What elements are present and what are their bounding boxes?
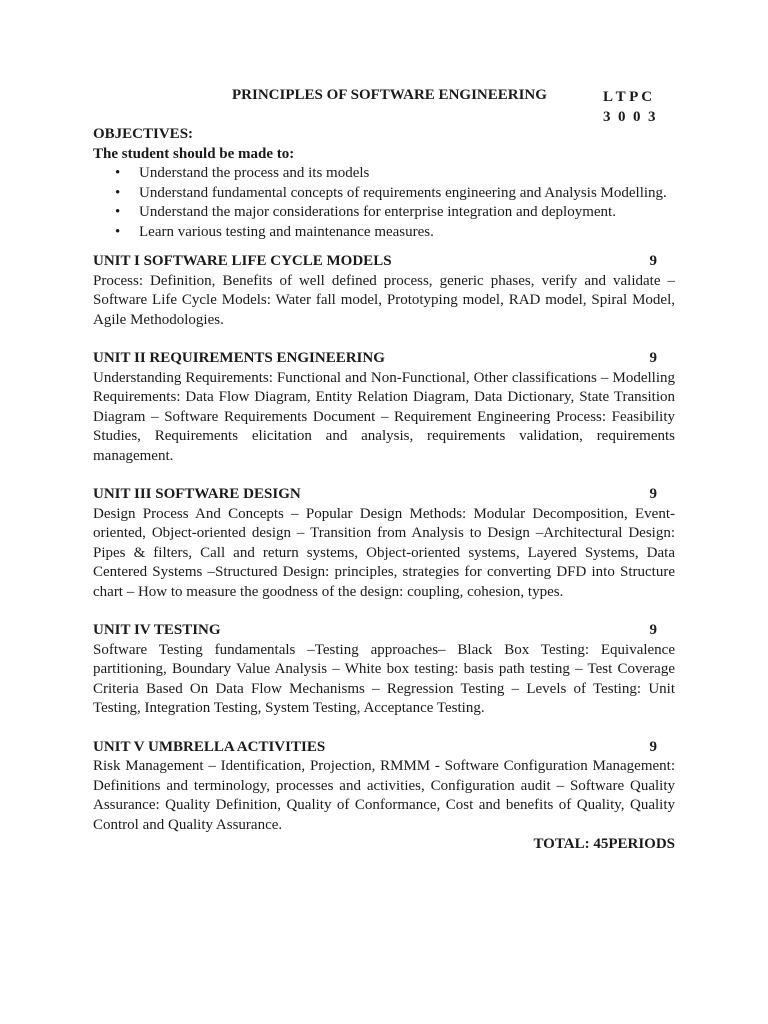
unit-section-2 — [93, 349, 675, 466]
unit-heading — [93, 485, 675, 505]
unit-section-5 — [93, 738, 675, 836]
syllabus-content — [93, 125, 675, 855]
unit-section-4 — [93, 621, 675, 719]
course-title: PRINCIPLES OF SOFTWARE ENGINEERING — [232, 87, 547, 103]
unit-heading — [93, 252, 675, 272]
unit-heading — [93, 621, 675, 641]
unit-hours: 9 — [649, 622, 657, 638]
unit-title: UNIT V UMBRELLA ACTIVITIES — [93, 738, 326, 755]
unit-body: Risk Management – Identification, Projection, RMMM - Software Configuration Management: Definitions and terminology, processes and activities, Configuration audit – Software Quality Assurance: Quality Definition, Quality of Conformance, Cost and benefits of Quality, Quality Control and Quality Assurance. — [93, 758, 675, 833]
unit-hours: 9 — [649, 253, 657, 269]
unit-hours: 9 — [649, 486, 657, 502]
unit-section-1 — [93, 252, 675, 330]
objective-item: • Learn various testing and maintenance measures. — [139, 223, 675, 243]
objective-item: • Understand the major considerations for enterprise integration and deployment. — [139, 203, 675, 223]
unit-body: Design Process And Concepts – Popular Design Methods: Modular Decomposition, Event-oriented, Object-oriented design – Transition from Analysis to Design –Architectural Design: Pipes & filters, Call and return systems, Object-oriented systems, Layered Systems, Data Centered Systems –Structured Design: principles, strategies for converting DFD into Structure chart – How to measure the goodness of the design: coupling, cohesion, types. — [93, 505, 675, 600]
ltpc-block — [603, 87, 656, 127]
ltpc-values: 3 0 0 3 — [603, 109, 656, 125]
unit-section-3 — [93, 485, 675, 602]
unit-title: UNIT III SOFTWARE DESIGN — [93, 486, 301, 502]
unit-heading — [93, 738, 675, 758]
total-periods: TOTAL: 45PERIODS — [533, 836, 675, 852]
objective-item: • Understand the process and its models — [139, 164, 675, 184]
unit-body: Software Testing fundamentals –Testing approaches– Black Box Testing: Equivalence partitioning, Boundary Value Analysis – White box testing: basis path testing – Test Coverage Criteria Based On Data Flow Mechanisms – Regression Testing – Levels of Testing: Unit Testing, Integration Testing, System Testing, Acceptance Testing. — [93, 641, 675, 716]
unit-title: UNIT II REQUIREMENTS ENGINEERING — [93, 350, 385, 366]
objectives-heading: OBJECTIVES: — [93, 126, 194, 142]
unit-title: UNIT IV TESTING — [93, 622, 221, 638]
objectives-intro: The student should be made to: — [93, 145, 295, 162]
unit-body: Process: Definition, Benefits of well defined process, generic phases, verify and validate – Software Life Cycle Models: Water fall model, Prototyping model, RAD model, Spiral Model, Agile Methodologies. — [93, 272, 675, 328]
unit-title: UNIT I SOFTWARE LIFE CYCLE MODELS — [93, 253, 392, 269]
unit-hours: 9 — [649, 350, 657, 366]
unit-body: Understanding Requirements: Functional and Non-Functional, Other classifications – Modelling Requirements: Data Flow Diagram, Entity Relation Diagram, Data Dictionary, State Transition Diagram – Software Requirements Document – Requirement Engineering Process: Feasibility Studies, Requirements elicitation and analysis, requirements validation, requirements management. — [93, 369, 675, 464]
unit-hours: 9 — [649, 738, 657, 755]
objective-item: • Understand fundamental concepts of requirements engineering and Analysis Modelling. — [139, 184, 675, 204]
ltpc-labels: L T P C — [603, 89, 653, 105]
objectives-list — [93, 164, 675, 242]
unit-heading — [93, 349, 675, 369]
